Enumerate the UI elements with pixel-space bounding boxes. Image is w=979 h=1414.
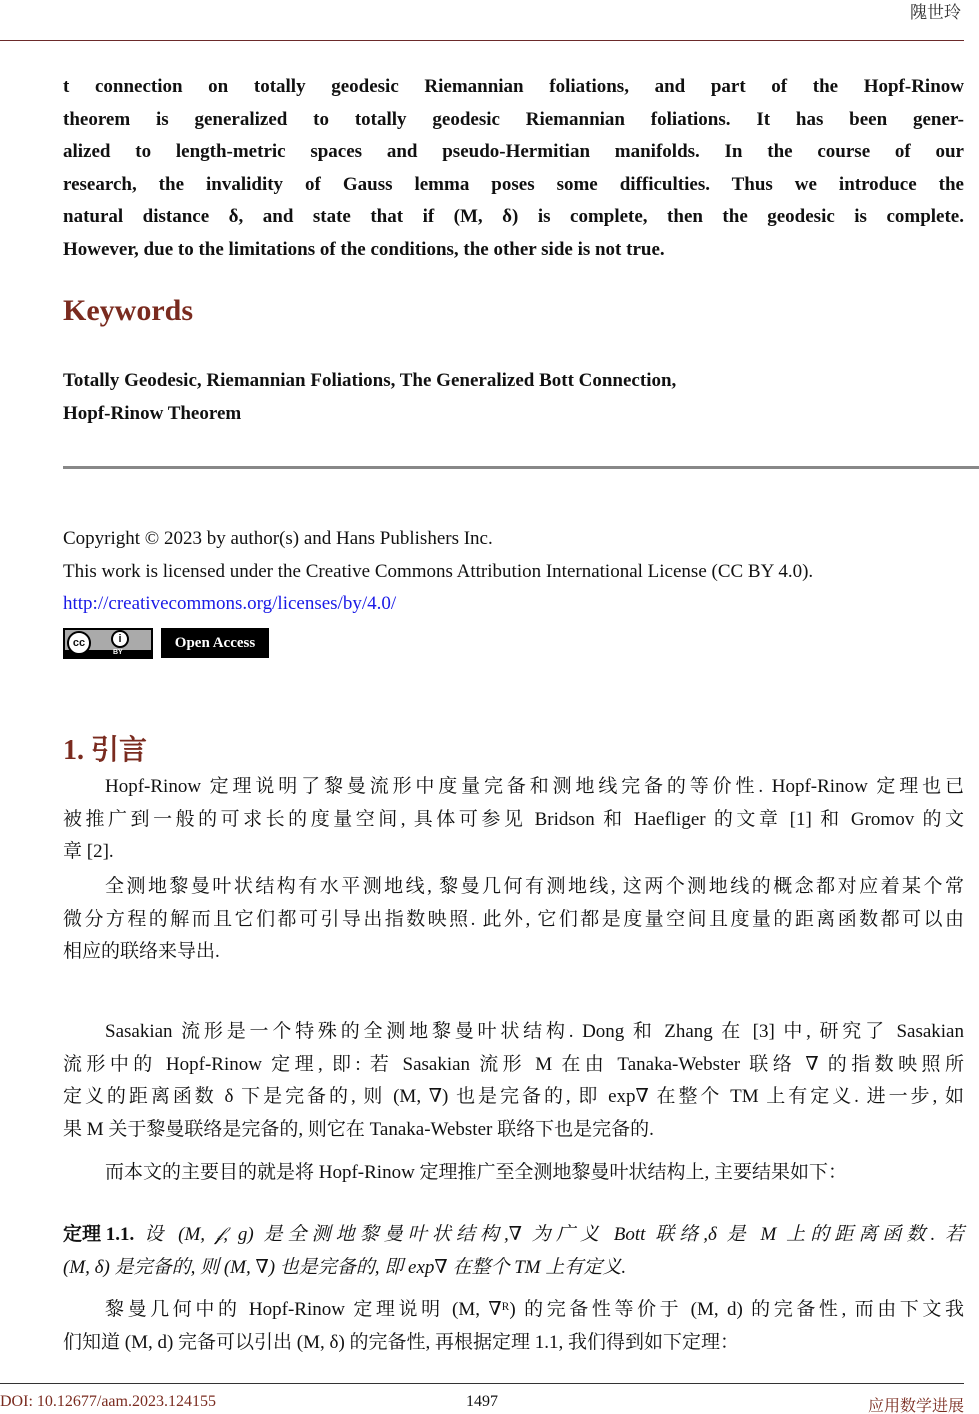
- abstract-line: alized to length-metric spaces and pseudo-Hermitian manifolds. In the course of our: [63, 141, 964, 163]
- footer-page-number: 1497: [466, 1393, 498, 1410]
- theorem-line: (M, δ) 是完备的, 则 (M, ∇) 也是完备的, 即 exp∇ 在整个 TM 上有定义.: [63, 1256, 627, 1278]
- paragraph-line: 定义的距离函数 δ 下是完备的, 则 (M, ∇) 也是完备的, 即 exp∇ 在整个 TM 上有定义. 进一步, 如: [63, 1086, 964, 1108]
- keywords-list: [63, 365, 964, 430]
- license-link[interactable]: http://creativecommons.org/licenses/by/4.0/: [63, 593, 397, 615]
- cc-icon: cc: [67, 631, 91, 655]
- paragraph-line: Sasakian 流形是一个特殊的全测地黎曼叶状结构. Dong 和 Zhang 在 [3] 中, 研究了 Sasakian: [105, 1021, 964, 1042]
- abstract-line: research, the invalidity of Gauss lemma poses some difficulties. Thus we introduce the: [63, 173, 964, 195]
- abstract-line: However, due to the limitations of the conditions, the other side is not true.: [63, 238, 665, 260]
- paragraph: [63, 1016, 964, 1146]
- theorem-line: 设 (M, 𝒻, g) 是全测地黎曼叶状结构,∇ 为广义 Bott 联络,δ 是 M 上的距离函数. 若: [144, 1224, 964, 1245]
- paragraph-line: 果 M 关于黎曼联络是完备的, 则它在 Tanaka-Webster 联络下也是完备的.: [63, 1118, 654, 1140]
- paragraph-line: 黎曼几何中的 Hopf-Rinow 定理说明 (M, ∇ᴿ) 的完备性等价于 (M, d) 的完备性, 而由下文我: [105, 1299, 964, 1320]
- cc-by-badge[interactable]: [63, 628, 153, 659]
- footer-journal: 应用数学进展: [867, 1398, 964, 1414]
- keywords-heading: Keywords: [63, 294, 193, 327]
- paragraph-line: 们知道 (M, d) 完备可以引出 (M, δ) 的完备性, 再根据定理 1.1, 我们得到如下定理：: [63, 1331, 740, 1353]
- abstract-line: t connection on totally geodesic Riemannian foliations, and part of the Hopf-Rinow: [63, 76, 964, 97]
- paragraph-line: 全测地黎曼叶状结构有水平测地线, 黎曼几何有测地线, 这两个测地线的概念都对应着某个常: [105, 876, 964, 897]
- copyright-line: Copyright © 2023 by author(s) and Hans Publishers Inc.: [63, 528, 493, 549]
- license-line: This work is licensed under the Creative Commons Attribution International License (CC BY 4.0).: [63, 560, 814, 582]
- paragraph-line: 相应的联络来导出.: [63, 941, 220, 963]
- attribution-icon: i: [111, 630, 129, 648]
- footer-doi[interactable]: DOI: 10.12677/aam.2023.124155: [0, 1393, 216, 1410]
- theorem-1-1: [63, 1219, 964, 1284]
- running-header-author: 隗世玲: [910, 3, 961, 22]
- open-access-badge[interactable]: Open Access: [161, 628, 269, 658]
- by-label: BY: [113, 649, 123, 656]
- footer-rule: [0, 1383, 964, 1384]
- theorem-label: 定理 1.1.: [63, 1224, 135, 1245]
- paragraph: [63, 1157, 964, 1190]
- section-title: 1. 引言: [63, 735, 148, 766]
- paragraph: [63, 1294, 964, 1359]
- section-divider: [63, 466, 979, 469]
- header-rule: [0, 40, 964, 41]
- paragraph-line: 微分方程的解而且它们都可引导出指数映照. 此外, 它们都是度量空间且度量的距离函数都可以由: [63, 908, 964, 930]
- copyright-block: [63, 523, 964, 621]
- paragraph: [63, 771, 964, 869]
- paragraph-line: 被推广到一般的可求长的度量空间, 具体可参见 Bridson 和 Haefliger 的文章 [1] 和 Gromov 的文: [63, 808, 964, 830]
- paragraph-line: 流形中的 Hopf-Rinow 定理, 即: 若 Sasakian 流形 M 在由 Tanaka-Webster 联络 ∇ 的指数映照所: [63, 1053, 964, 1075]
- keywords-line: Totally Geodesic, Riemannian Foliations, The Generalized Bott Connection,: [63, 370, 677, 391]
- paragraph-line: Hopf-Rinow 定理说明了黎曼流形中度量完备和测地线完备的等价性. Hopf-Rinow 定理也已: [105, 776, 964, 797]
- abstract-line: theorem is generalized to totally geodesic Riemannian foliations. It has been gener-: [63, 108, 964, 130]
- paragraph-line: 章 [2].: [63, 841, 114, 863]
- paragraph: [63, 871, 964, 969]
- abstract-line: natural distance δ, and state that if (M, δ) is complete, then the geodesic is complete.: [63, 206, 964, 228]
- keywords-line: Hopf-Rinow Theorem: [63, 402, 242, 424]
- paragraph-line: 而本文的主要目的就是将 Hopf-Rinow 定理推广至全测地黎曼叶状结构上, 主要结果如下：: [105, 1162, 848, 1183]
- abstract-text: [63, 71, 964, 267]
